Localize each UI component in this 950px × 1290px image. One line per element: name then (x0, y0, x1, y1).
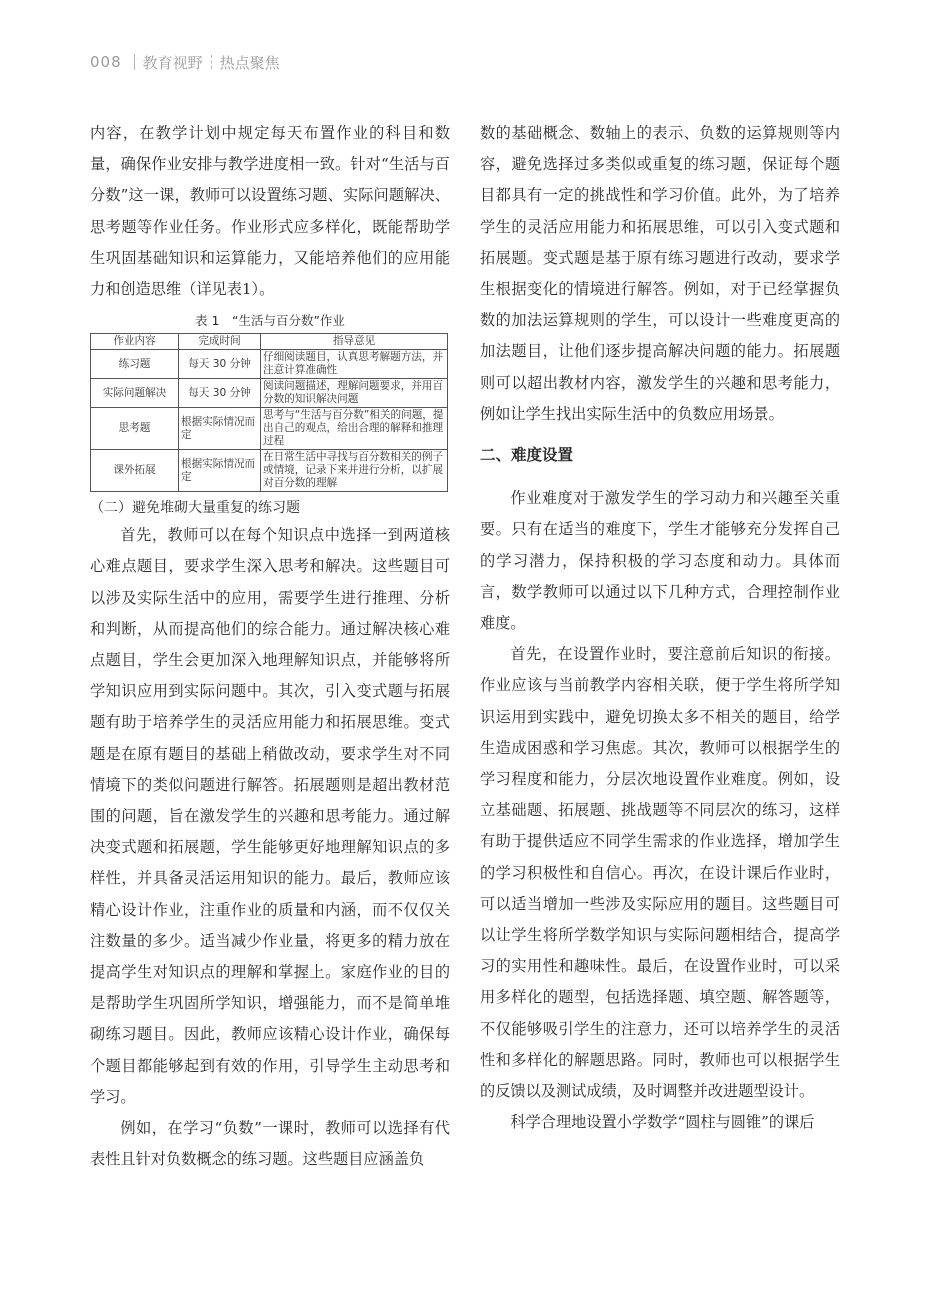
table-cell: 每天 30 分钟 (179, 379, 261, 408)
table-header-cell: 作业内容 (91, 334, 179, 350)
column-name: 热点聚焦 (219, 53, 280, 72)
right-column (480, 118, 840, 1139)
table-cell: 阅读问题描述，理解问题要求，并用百分数的知识解决问题 (261, 379, 448, 408)
table-cell: 根据实际情况而定 (179, 450, 261, 492)
left-column (90, 118, 450, 1175)
table-header-row (91, 334, 448, 350)
table-cell: 实际问题解决 (91, 379, 179, 408)
table-cell: 思考题 (91, 408, 179, 450)
table-row (91, 379, 448, 408)
section-name: 教育视野 (142, 53, 203, 72)
table-row (91, 408, 448, 450)
homework-table (90, 333, 448, 492)
section-heading: 二、难度设置 (480, 446, 574, 465)
paragraph: 内容，在教学计划中规定每天布置作业的科目和数量，确保作业安排与教学进度相一致。针对“生活与百分数”这一课，教师可以设置练习题、实际问题解决、思考题等作业任务。作业形式应多样化，既能帮助学生巩固基础知识和运算能力，又能培养他们的应用能力和创造思维（详见表1）。 (90, 124, 450, 299)
table-row (91, 450, 448, 492)
paragraph: 首先，在设置作业时，要注意前后知识的衔接。作业应该与当前教学内容相关联，便于学生将所学知识运用到实践中，避免切换太多不相关的题目，给学生造成困惑和学习焦虑。其次，教师可以根据学生的学习程度和能力，分层次地设置作业难度。例如，设立基础题、拓展题、挑战题等不同层次的练习，这样有助于提供适应不同学生需求的作业选择，增加学生的学习积极性和自信心。再次，在设计课后作业时，可以适当增加一些涉及实际应用的题目。这些题目可以让学生将所学数学知识与实际问题相结合，提高学习的实用性和趣味性。最后，在设置作业时，可以采用多样化的题型，包括选择题、填空题、解答题等，不仅能够吸引学生的注意力，还可以培养学生的灵活性和多样化的解题思路。同时，教师也可以根据学生的反馈以及测试成绩，及时调整并改进题型设计。 (480, 645, 840, 1101)
subheading: （二）避免堆砌大量重复的练习题 (90, 500, 300, 517)
table-row (91, 350, 448, 379)
table-cell: 在日常生活中寻找与百分数相关的例子或情境，记录下来并进行分析，以扩展对百分数的理解 (261, 450, 448, 492)
table-caption: 表 1 “生活与百分数”作业 (195, 313, 345, 329)
table-header-cell: 指导意见 (261, 334, 448, 350)
running-header (90, 50, 280, 74)
table-cell: 练习题 (91, 350, 179, 379)
paragraph: 例如，在学习“负数”一课时，教师可以选择有代表性且针对负数概念的练习题。这些题目应涵盖负 (90, 1119, 450, 1169)
table-cell: 课外拓展 (91, 450, 179, 492)
header-dashed-divider (211, 55, 212, 69)
table-cell: 根据实际情况而定 (179, 408, 261, 450)
paragraph: 作业难度对于激发学生的学习动力和兴趣至关重要。只有在适当的难度下，学生才能够充分发挥自己的学习潜力，保持积极的学习态度和动力。具体而言，数学教师可以通过以下几种方式，合理控制作业难度。 (480, 489, 840, 633)
table-header-cell: 完成时间 (179, 334, 261, 350)
table-cell: 每天 30 分钟 (179, 350, 261, 379)
table-cell: 思考与“生活与百分数”相关的问题，提出自己的观点，给出合理的解释和推理过程 (261, 408, 448, 450)
page-number: 008 (90, 53, 122, 71)
table-cell: 仔细阅读题目，认真思考解题方法，并注意计算准确性 (261, 350, 448, 379)
paragraph: 首先，教师可以在每个知识点中选择一到两道核心难点题目，要求学生深入思考和解决。这些题目可以涉及实际生活中的应用，需要学生进行推理、分析和判断，从而提高他们的综合能力。通过解决核心难点题目，学生会更加深入地理解知识点，并能够将所学知识应用到实际问题中。其次，引入变式题与拓展题有助于培养学生的灵活应用能力和拓展思维。变式题是在原有题目的基础上稍做改动，要求学生对不同情境下的类似问题进行解答。拓展题则是超出教材范围的问题，旨在激发学生的兴趣和思考能力。通过解决变式题和拓展题，学生能够更好地理解知识点的多样性，并具备灵活运用知识的能力。最后，教师应该精心设计作业，注重作业的质量和内涵，而不仅仅关注数量的多少。适当减少作业量，将更多的精力放在提高学生对知识点的理解和掌握上。家庭作业的目的是帮助学生巩固所学知识，增强能力，而不是简单堆砌练习题目。因此，教师应该精心设计作业，确保每个题目都能够起到有效的作用，引导学生主动思考和学习。 (90, 526, 450, 1106)
paragraph: 数的基础概念、数轴上的表示、负数的运算规则等内容，避免选择过多类似或重复的练习题，保证每个题目都具有一定的挑战性和学习价值。此外，为了培养学生的灵活应用能力和拓展思维，可以引入变式题和拓展题。变式题是基于原有练习题进行改动，要求学生根据变化的情境进行解答。例如，对于已经掌握负数的加法运算规则的学生，可以设计一些难度更高的加法题目，让他们逐步提高解决问题的能力。拓展题则可以超出教材内容，激发学生的兴趣和思考能力，例如让学生找出实际生活中的负数应用场景。 (480, 124, 840, 423)
header-divider (134, 54, 135, 70)
paragraph: 科学合理地设置小学数学“圆柱与圆锥”的课后 (510, 1113, 815, 1132)
